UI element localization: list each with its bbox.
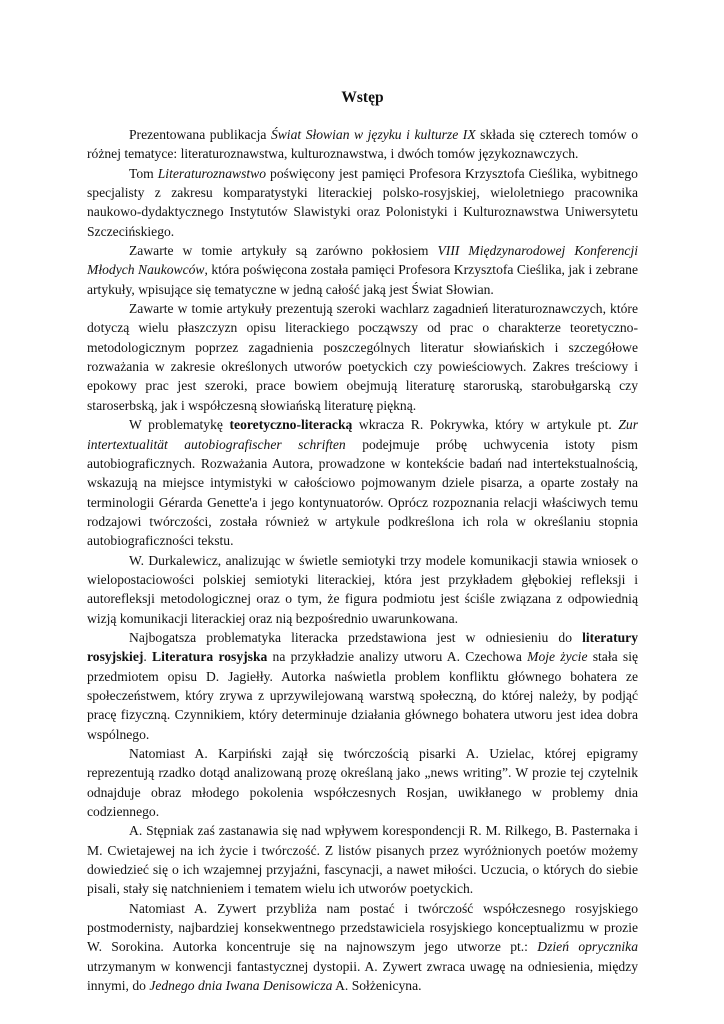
text-span: stała się przedmiotem opisu D. Jagiełły. Autorka naświetla problem konfliktu głównego bohatera ze społeczeństwem, który zrywa z uprzywilejowaną warstwą społeczną, do której należy, by podjąć pracę fizyczną. Czynnikiem, który determinuje działania głównego bohatera utworu jest idea dobra wspólnego. <box>87 649 638 742</box>
text-span: podejmuje próbę uchwycenia istoty pism autobiograficznych. Rozważania Autora, prowadzone w kontekście badań nad intertekstualnością, wskazują na miejsce intymistyki w całościowo pojmowanym dziele pisarza, a oparte zostały na terminologii Gérarda Genette'a i jego kontynuatorów. Oprócz rozpoznania relacji właściwych temu rodzajowi twórczości, została również w artykule podkreślona ich rola w określaniu stopnia autobiograficzności tekstu. <box>87 436 638 549</box>
page-title: Wstęp <box>341 89 384 106</box>
text-span: A. Sołżenicyna. <box>332 978 422 994</box>
text-span: poświęcony jest pamięci Profesora Krzysztofa Cieślika, wybitnego specjalisty z zakresu komparatystyki literackiej polsko-rosyjskiej, wieloletniego pracownika naukowo-dydaktycznego Instytutów Slawistyki oraz Polonistyki i Kulturoznawstwa Uniwersytetu Szczecińskiego. <box>87 165 638 239</box>
paragraph-pokrywka <box>87 415 638 550</box>
bold-term: teoretyczno-literacką <box>229 417 353 433</box>
text-span: Prezentowana publikacja <box>129 127 271 142</box>
paragraph-durkalewicz: W. Durkalewicz, analizując w świetle semiotyki trzy modele komunikacji stawia wniosek o wielopostaciowości polskiej semiotyki literackiej, która jest przykładem głębokiej refleksji i autorefleksji metodologicznej oraz o tym, że figura podmiotu jest ściśle związana z odpowiednią wizją komunikacji literackiej oraz nią bezpośrednio uwarunkowana. <box>87 552 638 626</box>
italic-title: Zur intertextualität autobiografischer schriften <box>87 417 638 452</box>
italic-title: Moje życie <box>527 649 588 665</box>
text-span: Natomiast A. Zywert przybliża nam postać i twórczość współczesnego rosyjskiego postmodernisty, najbardziej konsekwentnego przedstawiciela rosyjskiego konceptualizmu w prozie W. Sorokina. Autorka koncentruje się na najnowszym jego utworze pt.: <box>87 900 638 955</box>
text-span: utrzymanym w konwencji fantastycznej dystopii. A. Zywert zwraca uwagę na odniesienia, między innymi, do <box>87 958 638 994</box>
text-span: W problematykę <box>129 417 230 433</box>
paragraph-dedication <box>87 164 638 241</box>
document-page <box>87 88 638 995</box>
italic-title: Jednego dnia Iwana Denisowicza <box>149 978 333 994</box>
bold-term: literatury rosyjskiej <box>87 629 638 665</box>
paragraph-intro <box>87 125 638 164</box>
paragraph-stepniak: A. Stępniak zaś zastanawia się nad wpływem korespondencji R. M. Rilkego, B. Pasternaka i M. Cwietajewej na ich życie i twórczość. Z listów pisanych przez wyróżnionych poetów możemy dowiedzieć się o ich wzajemnej przyjaźni, fascynacji, a nawet miłości. Uczucia, o których do siebie pisali, stały się natchnieniem i tematem wielu ich utworów poetyckich. <box>87 823 638 897</box>
paragraph-zywert <box>87 899 638 996</box>
bold-term: Literatura rosyjska <box>152 649 268 665</box>
text-span: Tom <box>129 165 158 181</box>
paragraph-conference <box>87 241 638 299</box>
paragraph-russian-literature <box>87 628 638 744</box>
text-span: , która poświęcona została pamięci Profesora Krzysztofa Cieślika, jak i zebrane artykuły, wpisujące się tematyczne w jedną całość jaką jest Świat Słowian. <box>87 262 638 297</box>
paragraph-scope: Zawarte w tomie artykuły prezentują szeroki wachlarz zagadnień literaturoznawczych, które dotyczą wielu płaszczyzn opisu literackiego począwszy od prac o charakterze teoretyczno-metodologicznym poprzez zagadnienia poszczególnych literatur słowiańskich i szczegółowe rozważania w zakresie określonych utworów poetyckich czy powieściowych. Zakres treściowy i epokowy prac jest szeroki, prace bowiem obejmują literaturę staroruską, starobułgarską czy staroserbską, jak i współczesną słowiańską literaturę piękną. <box>87 301 638 413</box>
text-span: na przykładzie analizy utworu A. Czechowa <box>267 649 528 665</box>
text-span: Najbogatsza problematyka literacka przedstawiona jest w odniesieniu do <box>129 629 583 645</box>
text-span: Zawarte w tomie artykuły są zarówno pokłosiem <box>129 243 438 259</box>
text-span: . <box>143 649 153 665</box>
text-span: składa się czterech tomów o różnej tematyce: literaturoznawstwa, kulturoznawstwa, i dwóch tomów językoznawczych. <box>87 127 638 162</box>
italic-title: Literaturoznawstwo <box>157 165 267 181</box>
paragraph-karpinski: Natomiast A. Karpiński zajął się twórczością pisarki A. Uzielac, której epigramy reprezentują rzadko dotąd analizowaną prozę określaną jako „news writing”. W prozie tej czytelnik odnajduje obraz młodego pokolenia współczesnych Rosjan, uwikłanego w problemy dnia codziennego. <box>87 746 638 820</box>
italic-title: VIII Międzynarodowej Konferencji Młodych Naukowców <box>87 243 638 278</box>
italic-title: Dzień oprycznika <box>537 939 638 955</box>
text-span: wkracza R. Pokrywka, który w artykule pt. <box>352 417 619 433</box>
italic-title: Świat Słowian w języku i kulturze IX <box>270 127 476 142</box>
